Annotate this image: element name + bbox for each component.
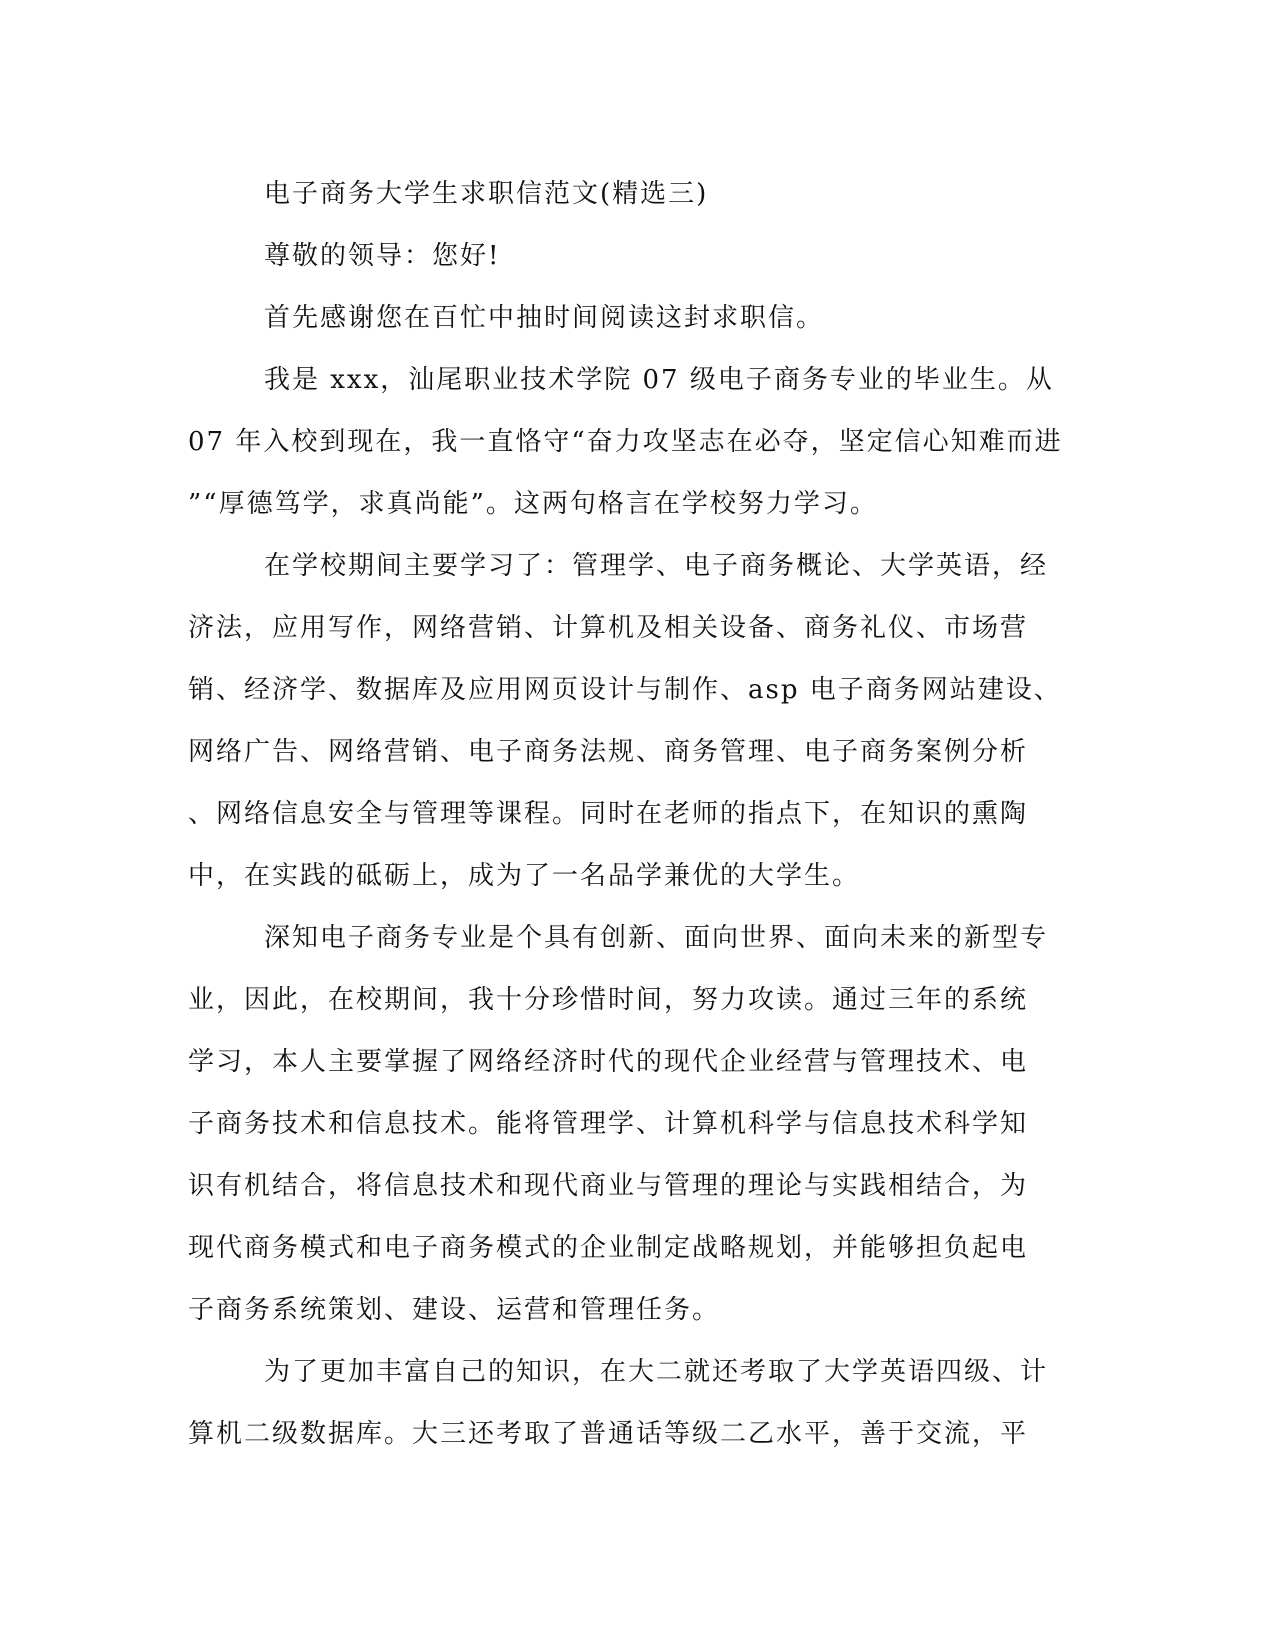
text-line: 在学校期间主要学习了：管理学、电子商务概论、大学英语，经 — [264, 551, 1049, 581]
text-line: 为了更加丰富自己的知识，在大二就还考取了大学英语四级、计 — [264, 1357, 1049, 1387]
salutation: 尊敬的领导：您好! — [264, 241, 501, 271]
text-line: 子商务技术和信息技术。能将管理学、计算机科学与信息技术科学知 — [188, 1109, 1029, 1139]
text-line: 识有机结合，将信息技术和现代商业与管理的理论与实践相结合，为 — [188, 1171, 1029, 1201]
text-line: 业，因此，在校期间，我十分珍惜时间，努力攻读。通过三年的系统 — [188, 985, 1029, 1015]
text-line: 济法，应用写作，网络营销、计算机及相关设备、商务礼仪、市场营 — [188, 613, 1029, 643]
text-line: 首先感谢您在百忙中抽时间阅读这封求职信。 — [264, 303, 825, 333]
text-line: 我是 xxx，汕尾职业技术学院 07 级电子商务专业的毕业生。从 — [264, 365, 1054, 395]
text-line: 销、经济学、数据库及应用网页设计与制作、asp 电子商务网站建设、 — [188, 675, 1062, 705]
text-line: 现代商务模式和电子商务模式的企业制定战略规划，并能够担负起电 — [188, 1233, 1029, 1263]
text-line: 、网络信息安全与管理等课程。同时在老师的指点下，在知识的熏陶 — [188, 799, 1029, 829]
text-line: ”“厚德笃学，求真尚能”。这两句格言在学校努力学习。 — [188, 489, 878, 519]
letter-body — [188, 163, 1070, 1465]
text-line: 学习，本人主要掌握了网络经济时代的现代企业经营与管理技术、电 — [188, 1047, 1029, 1077]
text-line: 深知电子商务专业是个具有创新、面向世界、面向未来的新型专 — [264, 923, 1049, 953]
text-line: 07 年入校到现在，我一直恪守“奋力攻坚志在必夺，坚定信心知难而进 — [188, 427, 1063, 457]
text-line: 中，在实践的砥砺上，成为了一名品学兼优的大学生。 — [188, 861, 861, 891]
letter-title: 电子商务大学生求职信范文(精选三) — [264, 179, 709, 209]
text-line: 网络广告、网络营销、电子商务法规、商务管理、电子商务案例分析 — [188, 737, 1029, 767]
text-line: 子商务系统策划、建设、运营和管理任务。 — [188, 1295, 721, 1325]
text-line: 算机二级数据库。大三还考取了普通话等级二乙水平，善于交流，平 — [188, 1419, 1029, 1449]
